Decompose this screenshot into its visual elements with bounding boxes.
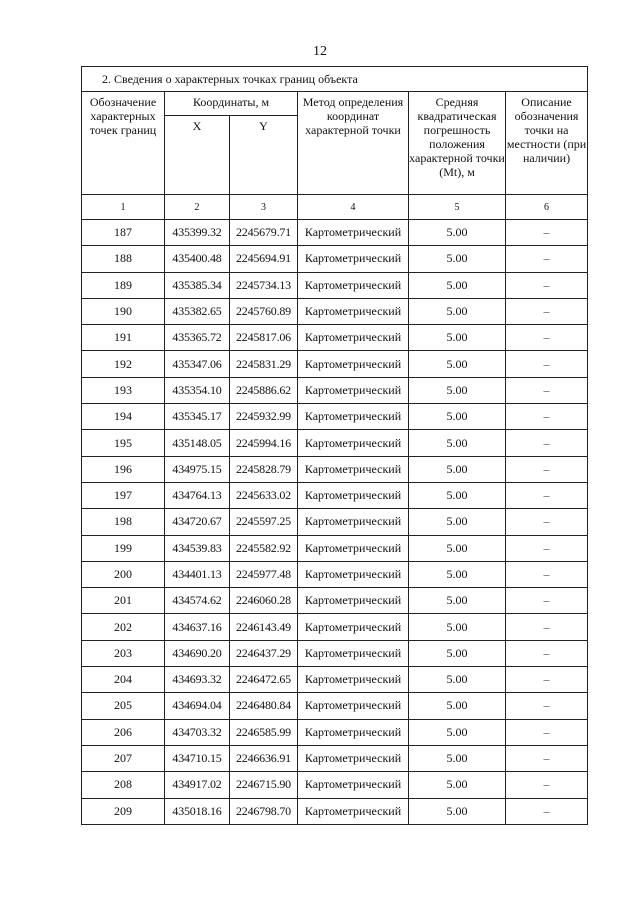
- coord-x-cell: 435365.72: [165, 325, 230, 351]
- method-cell: Картометрический: [298, 561, 409, 587]
- method-cell: Картометрический: [298, 377, 409, 403]
- point-id-cell: 194: [82, 404, 165, 430]
- column-number: 5: [409, 195, 506, 220]
- column-number: 1: [82, 195, 165, 220]
- point-id-cell: 209: [82, 798, 165, 824]
- method-cell: Картометрический: [298, 404, 409, 430]
- header-y: Y: [230, 116, 298, 195]
- header-row-top: [82, 92, 588, 116]
- header-error: Средняя квадратическая погрешность положения характерной точки (Mt), м: [409, 92, 506, 195]
- header-designation: Обозначение характерных точек границ: [82, 92, 165, 195]
- coord-x-cell: 435347.06: [165, 351, 230, 377]
- coord-x-cell: 434710.15: [165, 745, 230, 771]
- error-cell: 5.00: [409, 509, 506, 535]
- coord-y-cell: 2245886.62: [230, 377, 298, 403]
- table-row: [82, 220, 588, 246]
- description-cell: –: [506, 246, 588, 272]
- coord-y-cell: 2246715.90: [230, 772, 298, 798]
- header-coordinates: Координаты, м: [165, 92, 298, 116]
- error-cell: 5.00: [409, 298, 506, 324]
- table-row: [82, 404, 588, 430]
- error-cell: 5.00: [409, 588, 506, 614]
- method-cell: Картометрический: [298, 667, 409, 693]
- error-cell: 5.00: [409, 667, 506, 693]
- header-method: Метод определения координат характерной точки: [298, 92, 409, 195]
- point-id-cell: 190: [82, 298, 165, 324]
- coord-x-cell: 435018.16: [165, 798, 230, 824]
- coord-y-cell: 2246585.99: [230, 719, 298, 745]
- coord-x-cell: 434917.02: [165, 772, 230, 798]
- column-number-row: [82, 195, 588, 220]
- section-title: 2. Сведения о характерных точках границ объекта: [82, 67, 588, 92]
- table-row: [82, 535, 588, 561]
- error-cell: 5.00: [409, 430, 506, 456]
- table-row: [82, 614, 588, 640]
- header-x: X: [165, 116, 230, 195]
- point-id-cell: 200: [82, 561, 165, 587]
- table-row: [82, 430, 588, 456]
- description-cell: –: [506, 535, 588, 561]
- error-cell: 5.00: [409, 640, 506, 666]
- description-cell: –: [506, 456, 588, 482]
- description-cell: –: [506, 220, 588, 246]
- coord-x-cell: 434637.16: [165, 614, 230, 640]
- column-number: 4: [298, 195, 409, 220]
- method-cell: Картометрический: [298, 482, 409, 508]
- description-cell: –: [506, 404, 588, 430]
- point-id-cell: 199: [82, 535, 165, 561]
- table-row: [82, 325, 588, 351]
- coord-y-cell: 2246480.84: [230, 693, 298, 719]
- description-cell: –: [506, 351, 588, 377]
- description-cell: –: [506, 640, 588, 666]
- coord-y-cell: 2245817.06: [230, 325, 298, 351]
- point-id-cell: 205: [82, 693, 165, 719]
- method-cell: Картометрический: [298, 509, 409, 535]
- coord-y-cell: 2246798.70: [230, 798, 298, 824]
- coord-y-cell: 2246143.49: [230, 614, 298, 640]
- method-cell: Картометрический: [298, 272, 409, 298]
- coord-y-cell: 2245679.71: [230, 220, 298, 246]
- coord-y-cell: 2245994.16: [230, 430, 298, 456]
- table-row: [82, 509, 588, 535]
- method-cell: Картометрический: [298, 535, 409, 561]
- coord-x-cell: 435400.48: [165, 246, 230, 272]
- method-cell: Картометрический: [298, 588, 409, 614]
- method-cell: Картометрический: [298, 246, 409, 272]
- table-row: [82, 272, 588, 298]
- point-id-cell: 189: [82, 272, 165, 298]
- error-cell: 5.00: [409, 456, 506, 482]
- coord-x-cell: 434720.67: [165, 509, 230, 535]
- coord-y-cell: 2245734.13: [230, 272, 298, 298]
- error-cell: 5.00: [409, 272, 506, 298]
- table-row: [82, 588, 588, 614]
- description-cell: –: [506, 272, 588, 298]
- section-title-row: [82, 67, 588, 92]
- method-cell: Картометрический: [298, 614, 409, 640]
- error-cell: 5.00: [409, 798, 506, 824]
- coord-y-cell: 2245831.29: [230, 351, 298, 377]
- point-id-cell: 206: [82, 719, 165, 745]
- column-number: 6: [506, 195, 588, 220]
- description-cell: –: [506, 745, 588, 771]
- error-cell: 5.00: [409, 772, 506, 798]
- point-id-cell: 208: [82, 772, 165, 798]
- table-row: [82, 693, 588, 719]
- method-cell: Картометрический: [298, 220, 409, 246]
- method-cell: Картометрический: [298, 719, 409, 745]
- error-cell: 5.00: [409, 535, 506, 561]
- header-description: Описание обозначения точки на местности (при наличии): [506, 92, 588, 195]
- description-cell: –: [506, 377, 588, 403]
- point-id-cell: 196: [82, 456, 165, 482]
- error-cell: 5.00: [409, 246, 506, 272]
- error-cell: 5.00: [409, 719, 506, 745]
- coord-y-cell: 2245633.02: [230, 482, 298, 508]
- table-row: [82, 351, 588, 377]
- table-row: [82, 456, 588, 482]
- point-id-cell: 198: [82, 509, 165, 535]
- description-cell: –: [506, 325, 588, 351]
- table-row: [82, 482, 588, 508]
- error-cell: 5.00: [409, 693, 506, 719]
- error-cell: 5.00: [409, 561, 506, 587]
- description-cell: –: [506, 561, 588, 587]
- table-row: [82, 298, 588, 324]
- error-cell: 5.00: [409, 325, 506, 351]
- coord-y-cell: 2246472.65: [230, 667, 298, 693]
- coord-x-cell: 434539.83: [165, 535, 230, 561]
- table-row: [82, 377, 588, 403]
- coord-x-cell: 434703.32: [165, 719, 230, 745]
- table-row: [82, 798, 588, 824]
- point-id-cell: 195: [82, 430, 165, 456]
- column-number: 3: [230, 195, 298, 220]
- coord-x-cell: 434975.15: [165, 456, 230, 482]
- coord-x-cell: 435345.17: [165, 404, 230, 430]
- point-id-cell: 193: [82, 377, 165, 403]
- point-id-cell: 187: [82, 220, 165, 246]
- coord-y-cell: 2245932.99: [230, 404, 298, 430]
- table-row: [82, 745, 588, 771]
- table-row: [82, 719, 588, 745]
- coord-x-cell: 435148.05: [165, 430, 230, 456]
- point-id-cell: 201: [82, 588, 165, 614]
- coord-y-cell: 2245760.89: [230, 298, 298, 324]
- column-number: 2: [165, 195, 230, 220]
- coord-x-cell: 435385.34: [165, 272, 230, 298]
- error-cell: 5.00: [409, 745, 506, 771]
- coord-x-cell: 434401.13: [165, 561, 230, 587]
- coord-y-cell: 2245582.92: [230, 535, 298, 561]
- point-id-cell: 204: [82, 667, 165, 693]
- description-cell: –: [506, 772, 588, 798]
- method-cell: Картометрический: [298, 456, 409, 482]
- table-row: [82, 667, 588, 693]
- coord-x-cell: 434690.20: [165, 640, 230, 666]
- description-cell: –: [506, 509, 588, 535]
- table-row: [82, 772, 588, 798]
- coord-y-cell: 2246636.91: [230, 745, 298, 771]
- point-id-cell: 203: [82, 640, 165, 666]
- coord-x-cell: 434574.62: [165, 588, 230, 614]
- method-cell: Картометрический: [298, 351, 409, 377]
- point-id-cell: 202: [82, 614, 165, 640]
- point-id-cell: 188: [82, 246, 165, 272]
- description-cell: –: [506, 693, 588, 719]
- coord-x-cell: 434694.04: [165, 693, 230, 719]
- coord-y-cell: 2246437.29: [230, 640, 298, 666]
- coord-y-cell: 2245977.48: [230, 561, 298, 587]
- error-cell: 5.00: [409, 220, 506, 246]
- point-id-cell: 197: [82, 482, 165, 508]
- description-cell: –: [506, 588, 588, 614]
- method-cell: Картометрический: [298, 325, 409, 351]
- coord-x-cell: 434764.13: [165, 482, 230, 508]
- coord-y-cell: 2245694.91: [230, 246, 298, 272]
- method-cell: Картометрический: [298, 640, 409, 666]
- method-cell: Картометрический: [298, 693, 409, 719]
- error-cell: 5.00: [409, 404, 506, 430]
- description-cell: –: [506, 298, 588, 324]
- description-cell: –: [506, 430, 588, 456]
- error-cell: 5.00: [409, 351, 506, 377]
- description-cell: –: [506, 482, 588, 508]
- description-cell: –: [506, 667, 588, 693]
- point-id-cell: 207: [82, 745, 165, 771]
- coord-y-cell: 2246060.28: [230, 588, 298, 614]
- coord-x-cell: 435354.10: [165, 377, 230, 403]
- method-cell: Картометрический: [298, 745, 409, 771]
- point-id-cell: 191: [82, 325, 165, 351]
- table-row: [82, 561, 588, 587]
- error-cell: 5.00: [409, 614, 506, 640]
- coord-x-cell: 435382.65: [165, 298, 230, 324]
- description-cell: –: [506, 614, 588, 640]
- description-cell: –: [506, 798, 588, 824]
- coord-y-cell: 2245597.25: [230, 509, 298, 535]
- page-number: 12: [313, 44, 327, 59]
- method-cell: Картометрический: [298, 430, 409, 456]
- coord-x-cell: 434693.32: [165, 667, 230, 693]
- coord-y-cell: 2245828.79: [230, 456, 298, 482]
- coord-x-cell: 435399.32: [165, 220, 230, 246]
- method-cell: Картометрический: [298, 772, 409, 798]
- table-row: [82, 246, 588, 272]
- method-cell: Картометрический: [298, 298, 409, 324]
- point-id-cell: 192: [82, 351, 165, 377]
- description-cell: –: [506, 719, 588, 745]
- method-cell: Картометрический: [298, 798, 409, 824]
- table-row: [82, 640, 588, 666]
- error-cell: 5.00: [409, 377, 506, 403]
- error-cell: 5.00: [409, 482, 506, 508]
- boundary-points-table: [81, 66, 588, 825]
